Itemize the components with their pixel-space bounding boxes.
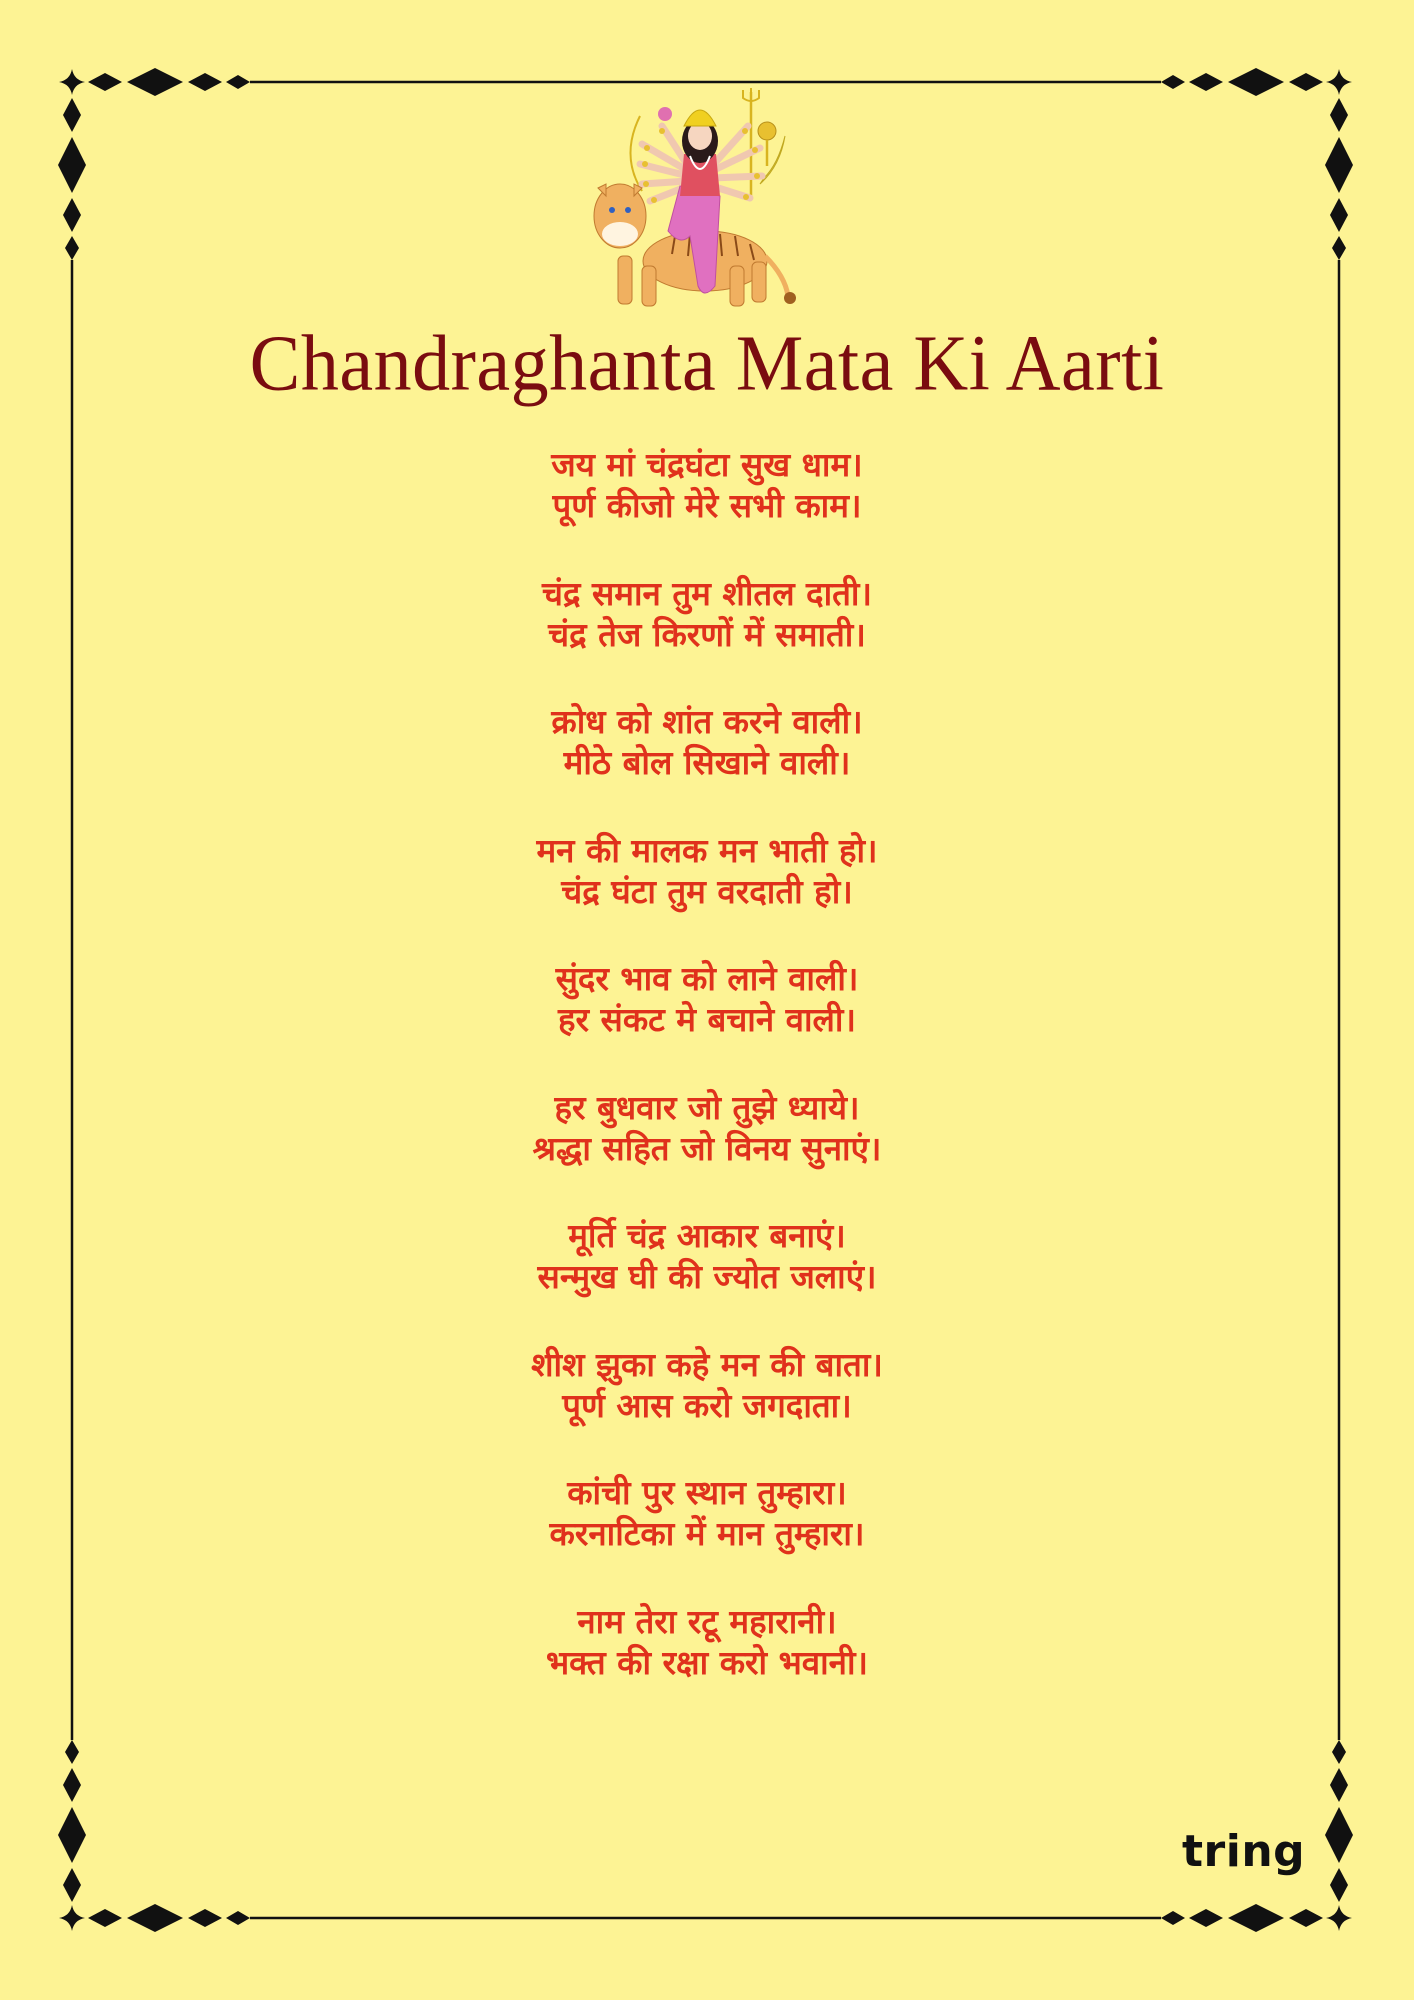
verse-line: कांची पुर स्थान तुम्हारा।	[567, 1473, 847, 1512]
verse-line: मीठे बोल सिखाने वाली।	[563, 743, 851, 782]
goddess-on-tiger-illustration	[580, 86, 800, 314]
verse-line: मूर्ति चंद्र आकार बनाएं।	[568, 1216, 846, 1255]
verse-line: नाम तेरा रटू महारानी।	[577, 1601, 837, 1641]
verse-line: श्रद्धा सहित जो विनय सुनाएं।	[532, 1128, 882, 1168]
verse-line: क्रोध को शांत करने वाली।	[551, 702, 863, 741]
stanza	[0, 573, 1414, 702]
stanza	[0, 1472, 1414, 1601]
verse-line: चंद्र तेज किरणों में समाती।	[548, 614, 866, 654]
verse-line: मन की मालक मन भाती हो।	[536, 830, 878, 870]
verse-line: चंद्र घंटा तुम वरदाती हो।	[561, 871, 853, 911]
brand-logo-text: tring	[1182, 1826, 1306, 1877]
aarti-verses	[0, 444, 1414, 1729]
verse-line: भक्त की रक्षा करो भवानी।	[545, 1642, 869, 1682]
stanza	[0, 701, 1414, 830]
stanza	[0, 958, 1414, 1087]
corner-ornament-top-right	[1161, 68, 1353, 260]
corner-ornament-bottom-left	[58, 1740, 250, 1932]
verse-line: सन्मुख घी की ज्योत जलाएं।	[537, 1257, 877, 1296]
verse-line: पूर्ण कीजो मेरे सभी काम।	[552, 486, 862, 525]
verse-line: करनाटिका में मान तुम्हारा।	[549, 1514, 865, 1553]
corner-ornament-top-left	[58, 68, 250, 260]
stanza	[0, 1601, 1414, 1730]
stanza	[0, 444, 1414, 573]
verse-line: जय मां चंद्रघंटा सुख धाम।	[551, 445, 863, 484]
verse-line: हर बुधवार जो तुझे ध्याये।	[554, 1087, 860, 1127]
verse-line: सुंदर भाव को लाने वाली।	[555, 959, 859, 998]
verse-line: शीश झुका कहे मन की बाता।	[531, 1344, 883, 1384]
verse-line: हर संकट मे बचाने वाली।	[558, 1000, 856, 1039]
stanza	[0, 1344, 1414, 1473]
verse-line: पूर्ण आस करो जगदाता।	[562, 1385, 852, 1425]
page-title: Chandraghanta Mata Ki Aarti	[249, 318, 1165, 408]
stanza	[0, 1087, 1414, 1216]
stanza	[0, 830, 1414, 959]
verse-line: चंद्र समान तुम शीतल दाती।	[542, 573, 872, 613]
stanza	[0, 1215, 1414, 1344]
